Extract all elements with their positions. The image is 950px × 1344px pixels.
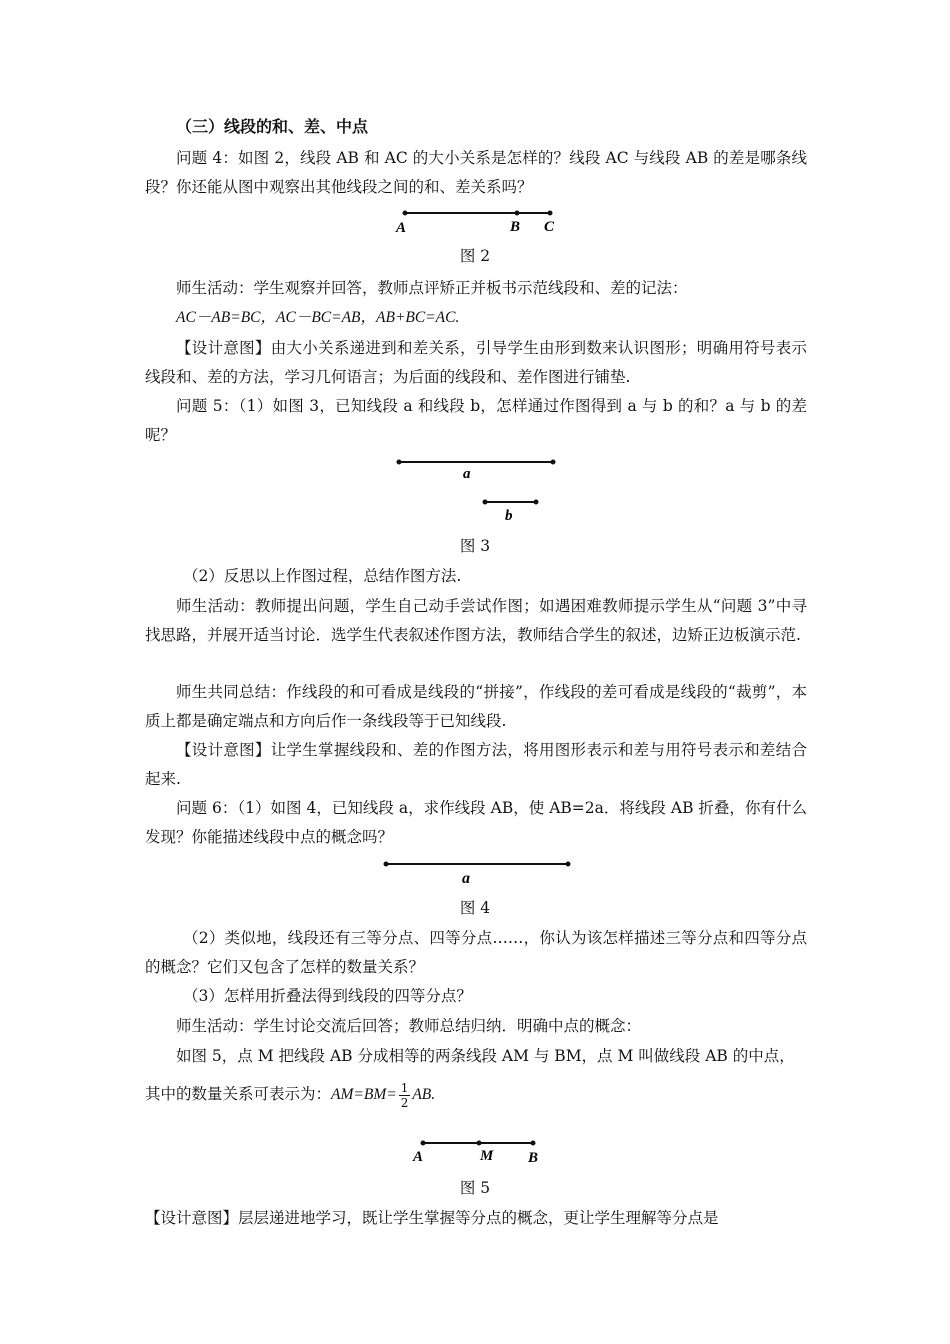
figure-4	[375, 856, 580, 894]
relation-lhs: AM=BM=	[331, 1086, 397, 1103]
quantity-relation	[145, 1080, 807, 1110]
point-b	[515, 211, 520, 216]
question-5-part-2: （2）反思以上作图过程，总结作图方法.	[183, 567, 462, 585]
segment-a-start	[384, 862, 389, 867]
midpoint-definition: 如图 5，点 M 把线段 AB 分成相等的两条线段 AM 与 BM，点 M 叫做线段 AB 的中点，	[176, 1047, 795, 1065]
label-a: a	[463, 466, 471, 482]
segment-a-end	[551, 460, 556, 465]
activity-3: 师生活动：学生讨论交流后回答；教师总结归纳．明确中点的概念：	[176, 1017, 642, 1035]
point-a	[421, 1141, 426, 1146]
label-m: M	[480, 1148, 494, 1164]
fraction-numerator: 1	[400, 1080, 409, 1095]
question-6-part-3: （3）怎样用折叠法得到线段的四等分点？	[183, 987, 472, 1005]
section-heading: （三）线段的和、差、中点	[176, 117, 369, 136]
figure-3	[390, 452, 565, 531]
label-a: A	[396, 220, 407, 236]
point-c	[548, 211, 553, 216]
segment-b-start	[483, 500, 488, 505]
label-b: b	[505, 508, 513, 524]
relation-prefix: 其中的数量关系可表示为：	[145, 1085, 332, 1103]
question-5-part-1: 问题 5：（1）如图 3，已知线段 a 和线段 b，怎样通过作图得到 a 与 b 的和？a 与 b 的差呢？	[145, 397, 807, 444]
design-intent-1: 【设计意图】由大小关系递进到和差关系，引导学生由形到数来认识图形；明确用符号表示线段和、差的方法，学习几何语言；为后面的线段和、差作图进行铺垫.	[145, 339, 807, 386]
figure-5-diagram	[408, 1136, 548, 1170]
label-b: B	[528, 1150, 539, 1166]
figure-5	[408, 1136, 548, 1174]
question-6-part-2: （2）类似地，线段还有三等分点、四等分点……，你认为该怎样描述三等分点和四等分点的概念？它们又包含了怎样的数量关系？	[145, 929, 807, 976]
design-intent-2: 【设计意图】让学生掌握线段和、差的作图方法，将用图形表示和差与用符号表示和差结合起来.	[145, 741, 807, 788]
figure-3-caption: 图 3	[459, 537, 491, 555]
activity-2: 师生活动：教师提出问题，学生自己动手尝试作图；如遇困难教师提示学生从“问题 3”中寻找思路，并展开适当讨论．选学生代表叙述作图方法，教师结合学生的叙述，边矫正边板演示范.	[145, 597, 807, 644]
summary: 师生共同总结：作线段的和可看成是线段的“拼接”，作线段的差可看成是线段的“裁剪”，本质上都是确定端点和方向后作一条线段等于已知线段.	[145, 683, 807, 730]
fraction-one-half	[399, 1081, 411, 1110]
point-m	[477, 1141, 482, 1146]
figure-2	[392, 204, 562, 246]
relation-rhs: AB.	[412, 1086, 436, 1103]
point-b	[531, 1141, 536, 1146]
formula-1: AC－AB=BC，AC－BC=AB，AB+BC=AC.	[176, 309, 460, 326]
fraction-denominator: 2	[400, 1095, 409, 1110]
figure-3-diagram	[390, 452, 565, 527]
question-6-part-1: 问题 6：（1）如图 4，已知线段 a，求作线段 AB，使 AB=2a．将线段 AB 折叠，你有什么发现？你能描述线段中点的概念吗？	[145, 799, 807, 846]
activity-1: 师生活动：学生观察并回答，教师点评矫正并板书示范线段和、差的记法：	[176, 279, 688, 297]
label-a: A	[413, 1149, 424, 1165]
figure-4-caption: 图 4	[459, 899, 491, 917]
figure-2-caption: 图 2	[459, 247, 491, 265]
point-a	[403, 211, 408, 216]
figure-5-caption: 图 5	[459, 1179, 491, 1197]
figure-4-diagram	[375, 856, 580, 890]
segment-b-end	[534, 500, 539, 505]
design-intent-3: 【设计意图】层层递进地学习，既让学生掌握等分点的概念，更让学生理解等分点是	[145, 1209, 719, 1227]
label-c: C	[544, 219, 555, 235]
figure-2-diagram	[392, 204, 562, 242]
question-4: 问题 4：如图 2，线段 AB 和 AC 的大小关系是怎样的？线段 AC 与线段 AB 的差是哪条线段？你还能从图中观察出其他线段之间的和、差关系吗？	[145, 149, 807, 196]
segment-a-start	[397, 460, 402, 465]
segment-a-end	[566, 862, 571, 867]
label-b: B	[510, 219, 521, 235]
label-a: a	[462, 870, 470, 887]
